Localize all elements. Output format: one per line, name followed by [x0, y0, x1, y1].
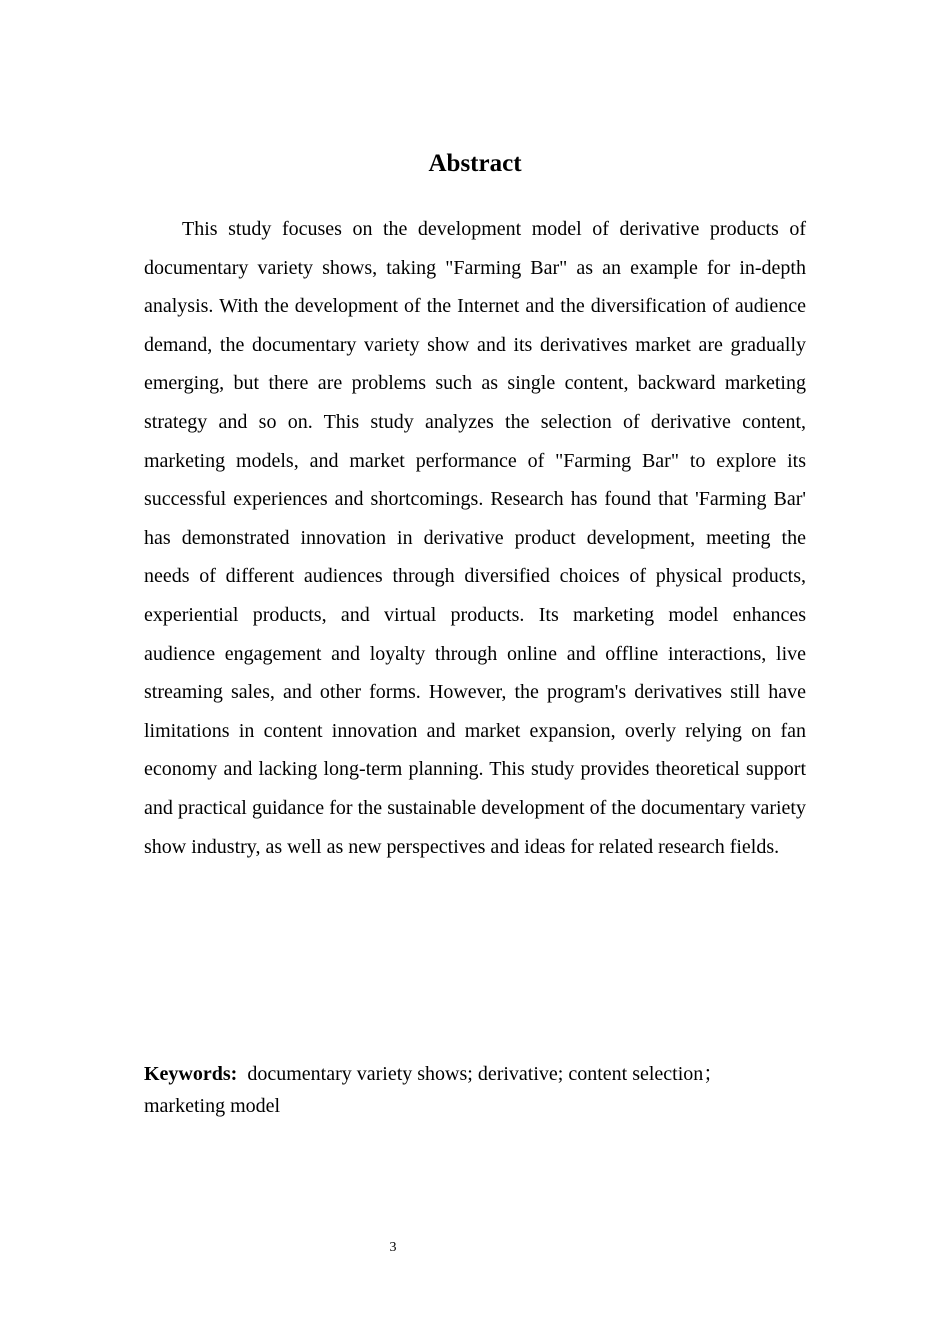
keywords-line — [144, 1058, 806, 1122]
keywords-label: Keywords: — [144, 1063, 238, 1085]
abstract-paragraph: This study focuses on the development model of derivative products of documentary variety shows, taking "Farming Bar" as an example for in-depth analysis. With the development of the Internet and the diversification of audience demand, the documentary variety show and its derivatives market are gradually emerging, but there are problems such as single content, backward marketing strategy and so on. This study analyzes the selection of derivative content, marketing models, and market performance of "Farming Bar" to explore its successful experiences and shortcomings. Research has found that 'Farming Bar' has demonstrated innovation in derivative product development, meeting the needs of different audiences through diversified choices of physical products, experiential products, and virtual products. Its marketing model enhances audience engagement and loyalty through online and offline interactions, live streaming sales, and other forms. However, the program's derivatives still have limitations in content innovation and market expansion, overly relying on fan economy and lacking long-term planning. This study provides theoretical support and practical guidance for the sustainable development of the documentary variety show industry, as well as new perspectives and ideas for related research fields. — [144, 218, 806, 858]
keywords-text: documentary variety shows; derivative; content selection； marketing model — [144, 1063, 724, 1117]
page-number: 3 — [389, 1240, 397, 1255]
page-title: Abstract — [428, 150, 522, 177]
